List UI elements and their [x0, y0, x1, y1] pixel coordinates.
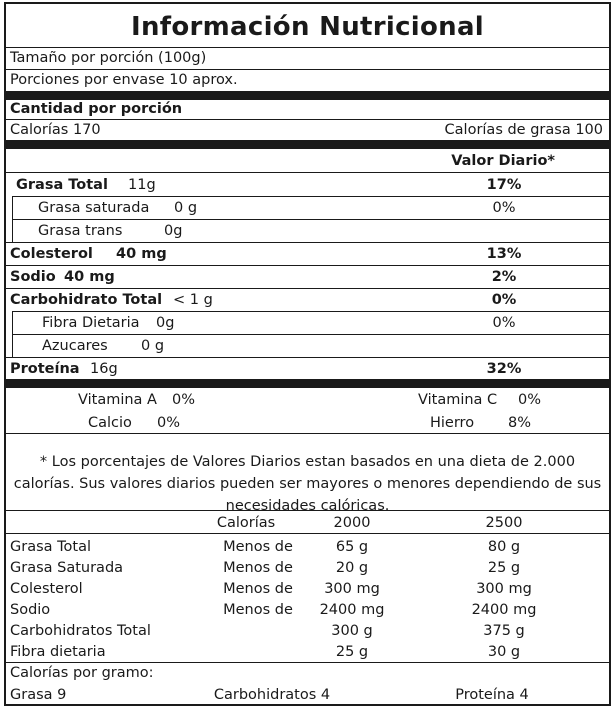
reference-row-2000: 300 mg	[324, 581, 380, 597]
reference-row-2500: 30 g	[487, 644, 521, 660]
reference-row-qualifier: Menos de	[223, 581, 293, 597]
reference-row-qualifier: Menos de	[223, 560, 293, 576]
divider	[4, 69, 611, 70]
vitamin-value: 0%	[157, 415, 181, 431]
vitamin-name: Vitamina C	[418, 392, 498, 408]
nutrient-dv: 17%	[486, 177, 522, 193]
nutrient-amount: 11g	[128, 177, 156, 193]
calories-per-gram-header: Calorías por gramo:	[10, 665, 154, 681]
daily-value-header: Valor Diario*	[451, 153, 555, 169]
nutrient-amount: 40 mg	[116, 246, 167, 262]
divider	[4, 172, 611, 173]
nutrient-dv: 0%	[492, 315, 516, 331]
nutrient-amount: 16g	[90, 361, 118, 377]
divider	[4, 433, 611, 434]
nutrient-name: Azucares	[42, 338, 108, 354]
calories-per-gram-fat: Grasa 9	[10, 687, 67, 703]
amount-per-serving-header: Cantidad por porción	[10, 101, 183, 117]
servings-per-container: Porciones por envase 10 aprox.	[10, 72, 238, 88]
divider	[4, 288, 611, 289]
nutrient-name: Proteína	[10, 361, 80, 377]
nutrient-amount: 40 mg	[64, 269, 115, 285]
thick-divider	[4, 379, 611, 388]
nutrient-name: Carbohidrato Total	[10, 292, 163, 308]
reference-row-2500: 375 g	[483, 623, 525, 639]
vitamin-value: 0%	[172, 392, 196, 408]
nutrient-amount: 0g	[164, 223, 183, 239]
thick-divider	[4, 91, 611, 100]
nutrient-dv: 2%	[491, 269, 517, 285]
reference-header-2500: 2500	[485, 515, 523, 531]
reference-header-calories: Calorías	[216, 515, 276, 531]
divider	[12, 334, 611, 335]
indent-guide	[12, 196, 13, 242]
nutrient-name: Grasa Total	[16, 177, 108, 193]
reference-row-2000: 25 g	[335, 644, 369, 660]
nutrient-amount: 0 g	[174, 200, 198, 216]
nutrient-name: Sodio	[10, 269, 56, 285]
reference-row-2000: 2400 mg	[319, 602, 385, 618]
divider	[4, 119, 611, 120]
daily-value-footnote: * Los porcentajes de Valores Diarios estan basados en una dieta de 2.000 calorías. Sus valores diarios pueden ser mayores o menores dependiendo de sus necesidades calóricas.	[13, 454, 602, 514]
calories-per-gram-carbs: Carbohidratos 4	[213, 687, 331, 703]
reference-row-2500: 25 g	[487, 560, 521, 576]
reference-row-name: Grasa Total	[10, 539, 91, 555]
nutrient-dv: 13%	[486, 246, 522, 262]
nutrient-dv: 32%	[486, 361, 522, 377]
reference-row-name: Fibra dietaria	[10, 644, 106, 660]
divider	[12, 196, 611, 197]
reference-header-2000: 2000	[333, 515, 371, 531]
reference-row-name: Grasa Saturada	[10, 560, 124, 576]
calories-from-fat: Calorías de grasa 100	[444, 122, 603, 138]
nutrient-name: Grasa trans	[38, 223, 123, 239]
reference-row-2500: 80 g	[487, 539, 521, 555]
divider	[4, 47, 611, 48]
nutrient-name: Colesterol	[10, 246, 93, 262]
reference-row-2000: 300 g	[331, 623, 373, 639]
divider	[12, 219, 611, 220]
vitamin-value: 8%	[508, 415, 532, 431]
nutrient-amount: < 1 g	[173, 292, 213, 308]
reference-row-2500: 2400 mg	[471, 602, 537, 618]
divider	[4, 533, 611, 534]
nutrient-amount: 0g	[156, 315, 175, 331]
reference-row-2000: 65 g	[335, 539, 369, 555]
divider	[12, 311, 611, 312]
nutrient-name: Grasa saturada	[38, 200, 150, 216]
calories: Calorías 170	[10, 122, 101, 138]
reference-row-name: Carbohidratos Total	[10, 623, 151, 639]
nutrient-dv: 0%	[491, 292, 517, 308]
serving-size: Tamaño por porción (100g)	[10, 50, 207, 66]
reference-row-name: Sodio	[10, 602, 51, 618]
vitamin-name: Hierro	[430, 415, 475, 431]
nutrient-name: Fibra Dietaria	[42, 315, 140, 331]
reference-row-name: Colesterol	[10, 581, 83, 597]
calories-per-gram-protein: Proteína 4	[455, 687, 529, 703]
vitamin-value: 0%	[518, 392, 542, 408]
vitamin-name: Calcio	[88, 415, 132, 431]
vitamin-name: Vitamina A	[78, 392, 157, 408]
reference-row-2000: 20 g	[335, 560, 369, 576]
reference-row-qualifier: Menos de	[223, 539, 293, 555]
indent-guide	[12, 311, 13, 357]
nutrient-amount: 0 g	[141, 338, 165, 354]
reference-row-2500: 300 mg	[476, 581, 532, 597]
divider	[4, 662, 611, 663]
reference-row-qualifier: Menos de	[223, 602, 293, 618]
divider	[4, 265, 611, 266]
divider	[4, 357, 611, 358]
thick-divider	[4, 140, 611, 149]
nutrient-dv: 0%	[492, 200, 516, 216]
divider	[4, 242, 611, 243]
label-title: Información Nutricional	[130, 12, 485, 42]
